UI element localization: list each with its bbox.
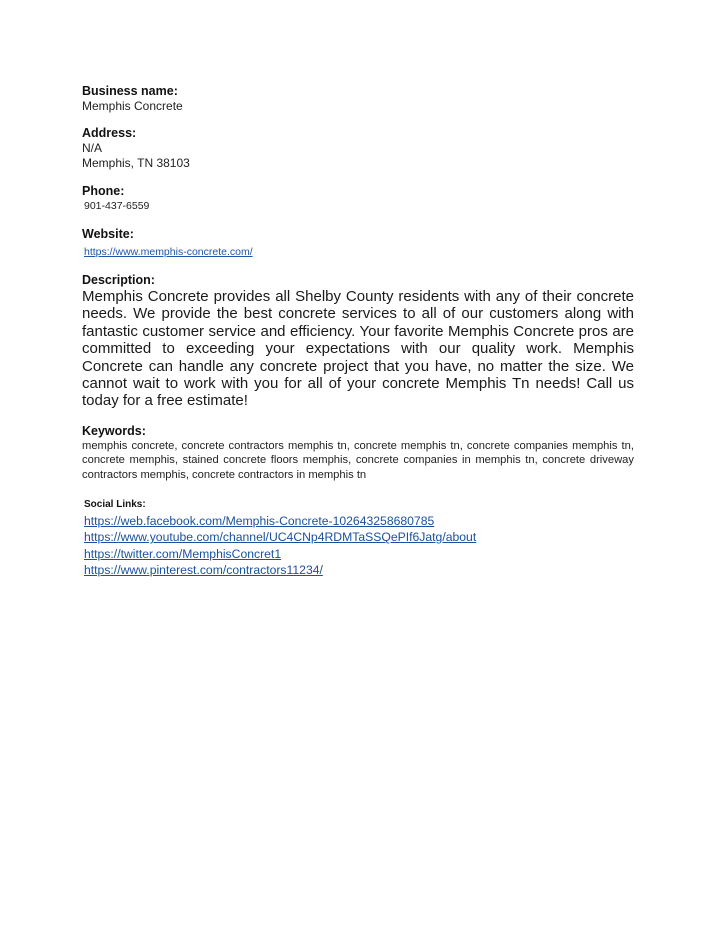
keywords-section	[82, 424, 634, 483]
pinterest-link[interactable]: https://www.pinterest.com/contractors11234/	[84, 563, 323, 578]
keywords-label: Keywords:	[82, 423, 146, 438]
description-label: Description:	[82, 273, 155, 287]
keywords-text: memphis concrete, concrete contractors memphis tn, concrete memphis tn, concrete companies memphis tn, concrete memphis, stained concrete floors memphis, concrete companies in memphis tn, concrete driveway contractors memphis, concrete contractors in memphis tn	[82, 439, 634, 482]
address-line2: Memphis, TN 38103	[82, 156, 190, 170]
description-text: Memphis Concrete provides all Shelby County residents with any of their concrete needs. We provide the best concrete services to all of our customers along with fantastic customer service and efficiency. Your favorite Memphis Concrete pros are committed to exceeding your expectations with our quality work. Memphis Concrete can handle any concrete project that you have, no matter the size. We cannot wait to work with you for all of your concrete Memphis Tn needs! Call us today for a free estimate!	[82, 288, 634, 410]
facebook-link[interactable]: https://web.facebook.com/Memphis-Concrete-102643258680785	[84, 513, 435, 528]
website-label: Website:	[82, 227, 134, 241]
twitter-link[interactable]: https://twitter.com/MemphisConcret1	[84, 546, 282, 561]
description-section	[82, 273, 634, 410]
address-label: Address:	[82, 126, 137, 140]
youtube-link[interactable]: https://www.youtube.com/channel/UC4CNp4RDMTaSSQePIf6Jatg/about	[84, 530, 477, 545]
phone-value: 901-437-6559	[84, 200, 150, 212]
document-page	[82, 84, 634, 579]
website-section	[82, 227, 634, 260]
social-section	[82, 498, 634, 579]
business-name-value: Memphis Concrete	[82, 99, 183, 113]
phone-label: Phone:	[82, 184, 125, 198]
website-link[interactable]: https://www.memphis-concrete.com/	[84, 246, 253, 258]
phone-section	[82, 184, 634, 213]
business-section	[82, 84, 634, 114]
business-name-label: Business name:	[82, 84, 178, 98]
social-links-label: Social Links:	[84, 498, 146, 510]
address-line1: N/A	[82, 141, 103, 155]
address-section	[82, 126, 634, 171]
